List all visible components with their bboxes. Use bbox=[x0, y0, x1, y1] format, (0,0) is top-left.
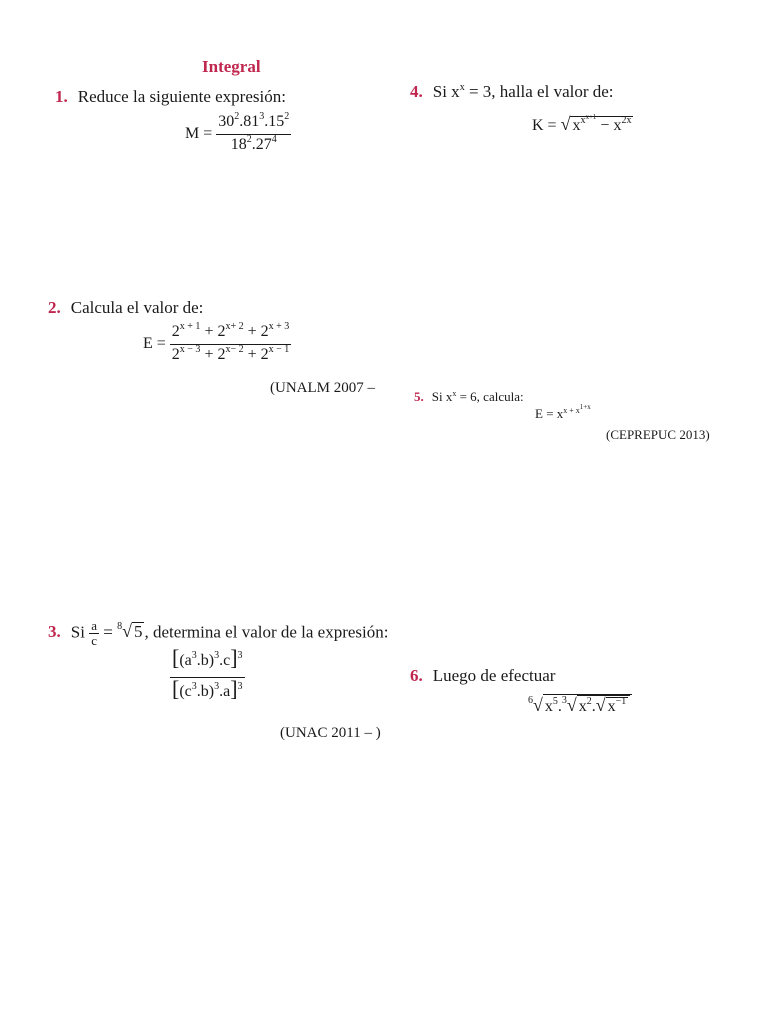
question-1 bbox=[55, 87, 286, 107]
question-4-expression bbox=[532, 114, 633, 137]
question-2-denominator: $2^{x - 3} + 2^{x- 2} + 2^{x - 1}$ bbox=[171, 344, 290, 363]
question-5: 5. Si $x^x = 6$, calcula: bbox=[414, 389, 524, 404]
question-6-expression: $^6$√ $x^5.^3√$ $x^2.√$ $x^{-1}$ bbox=[528, 694, 632, 718]
question-2-fraction bbox=[170, 322, 291, 367]
question-6-number: 6. bbox=[410, 666, 423, 685]
question-5-text: = 6, calcula: bbox=[456, 389, 524, 404]
question-3-numerator: $[(a^3.b)^3.c]^3$ bbox=[170, 647, 245, 678]
question-6-text: Luego de efectuar bbox=[432, 666, 556, 685]
question-1-numerator: $30^2.81^3.15^2$ bbox=[216, 112, 291, 135]
question-1-lhs: M = bbox=[185, 125, 213, 143]
question-3-expression bbox=[170, 647, 245, 708]
question-1-fraction bbox=[216, 112, 291, 157]
question-1-number: 1. bbox=[55, 87, 68, 106]
question-3-root-body: 5 bbox=[133, 622, 143, 642]
question-2 bbox=[48, 298, 203, 318]
question-5-number: 5. bbox=[414, 389, 424, 404]
question-2-text: Calcula el valor de: bbox=[70, 298, 204, 317]
question-4-text: = 3, halla el valor de: bbox=[464, 82, 614, 101]
question-1-expression bbox=[185, 112, 291, 157]
question-5-expression: $E = x^{x + x^{1+x}}$ bbox=[535, 403, 591, 421]
question-2-source: (UNALM 2007 – bbox=[270, 380, 375, 396]
root-icon: √ bbox=[122, 621, 132, 642]
question-3-number: 3. bbox=[48, 622, 61, 642]
question-3-source: (UNAC 2011 – ) bbox=[280, 725, 381, 741]
question-6 bbox=[410, 666, 555, 686]
question-3: 3. Si $\frac{a}{c}$ = $^8$√ 5 , determina el valor de la expresión: bbox=[48, 618, 389, 648]
question-2-lhs: E = bbox=[143, 335, 166, 353]
question-3-denominator: $[(c^3.b)^3.a]^3$ bbox=[172, 676, 243, 701]
question-2-expression bbox=[143, 322, 291, 367]
question-3-si: Si bbox=[70, 622, 85, 642]
question-6-radicand: $x^5.^3√$ $x^2.√$ $x^{-1}$ bbox=[543, 694, 632, 718]
question-3-ratio: $\frac{a}{c}$ bbox=[91, 618, 97, 648]
question-3-fraction bbox=[170, 647, 245, 708]
root-icon: √ bbox=[560, 114, 571, 134]
question-4: 4. Si $x^x = 3$, halla el valor de: bbox=[410, 82, 614, 101]
question-4-si: Si x bbox=[432, 82, 460, 101]
page-title: Integral bbox=[202, 57, 261, 76]
question-4-radicand: $x^{x^{x+1}} - x^{2x}$ bbox=[570, 116, 633, 137]
root-icon: √ bbox=[595, 695, 606, 715]
question-1-denominator: $18^2.27^4$ bbox=[230, 134, 277, 153]
question-5-si: Si x bbox=[431, 389, 453, 404]
question-4-lhs: K = bbox=[532, 117, 557, 134]
question-3-root-index: 8 bbox=[117, 621, 123, 633]
root-icon: √ bbox=[566, 695, 577, 715]
question-2-number: 2. bbox=[48, 298, 61, 317]
question-2-numerator: $2^{x + 1} + 2^{x+ 2} + 2^{x + 3}$ bbox=[170, 322, 291, 345]
root-icon: √ bbox=[533, 695, 543, 715]
question-5-source: (CEPREPUC 2013) bbox=[606, 427, 710, 442]
question-4-number: 4. bbox=[410, 82, 423, 101]
question-1-text: Reduce la siguiente expresión: bbox=[77, 87, 286, 106]
question-3-text: , determina el valor de la expresión: bbox=[144, 622, 389, 642]
question-5-lhs: E = x bbox=[535, 406, 564, 421]
